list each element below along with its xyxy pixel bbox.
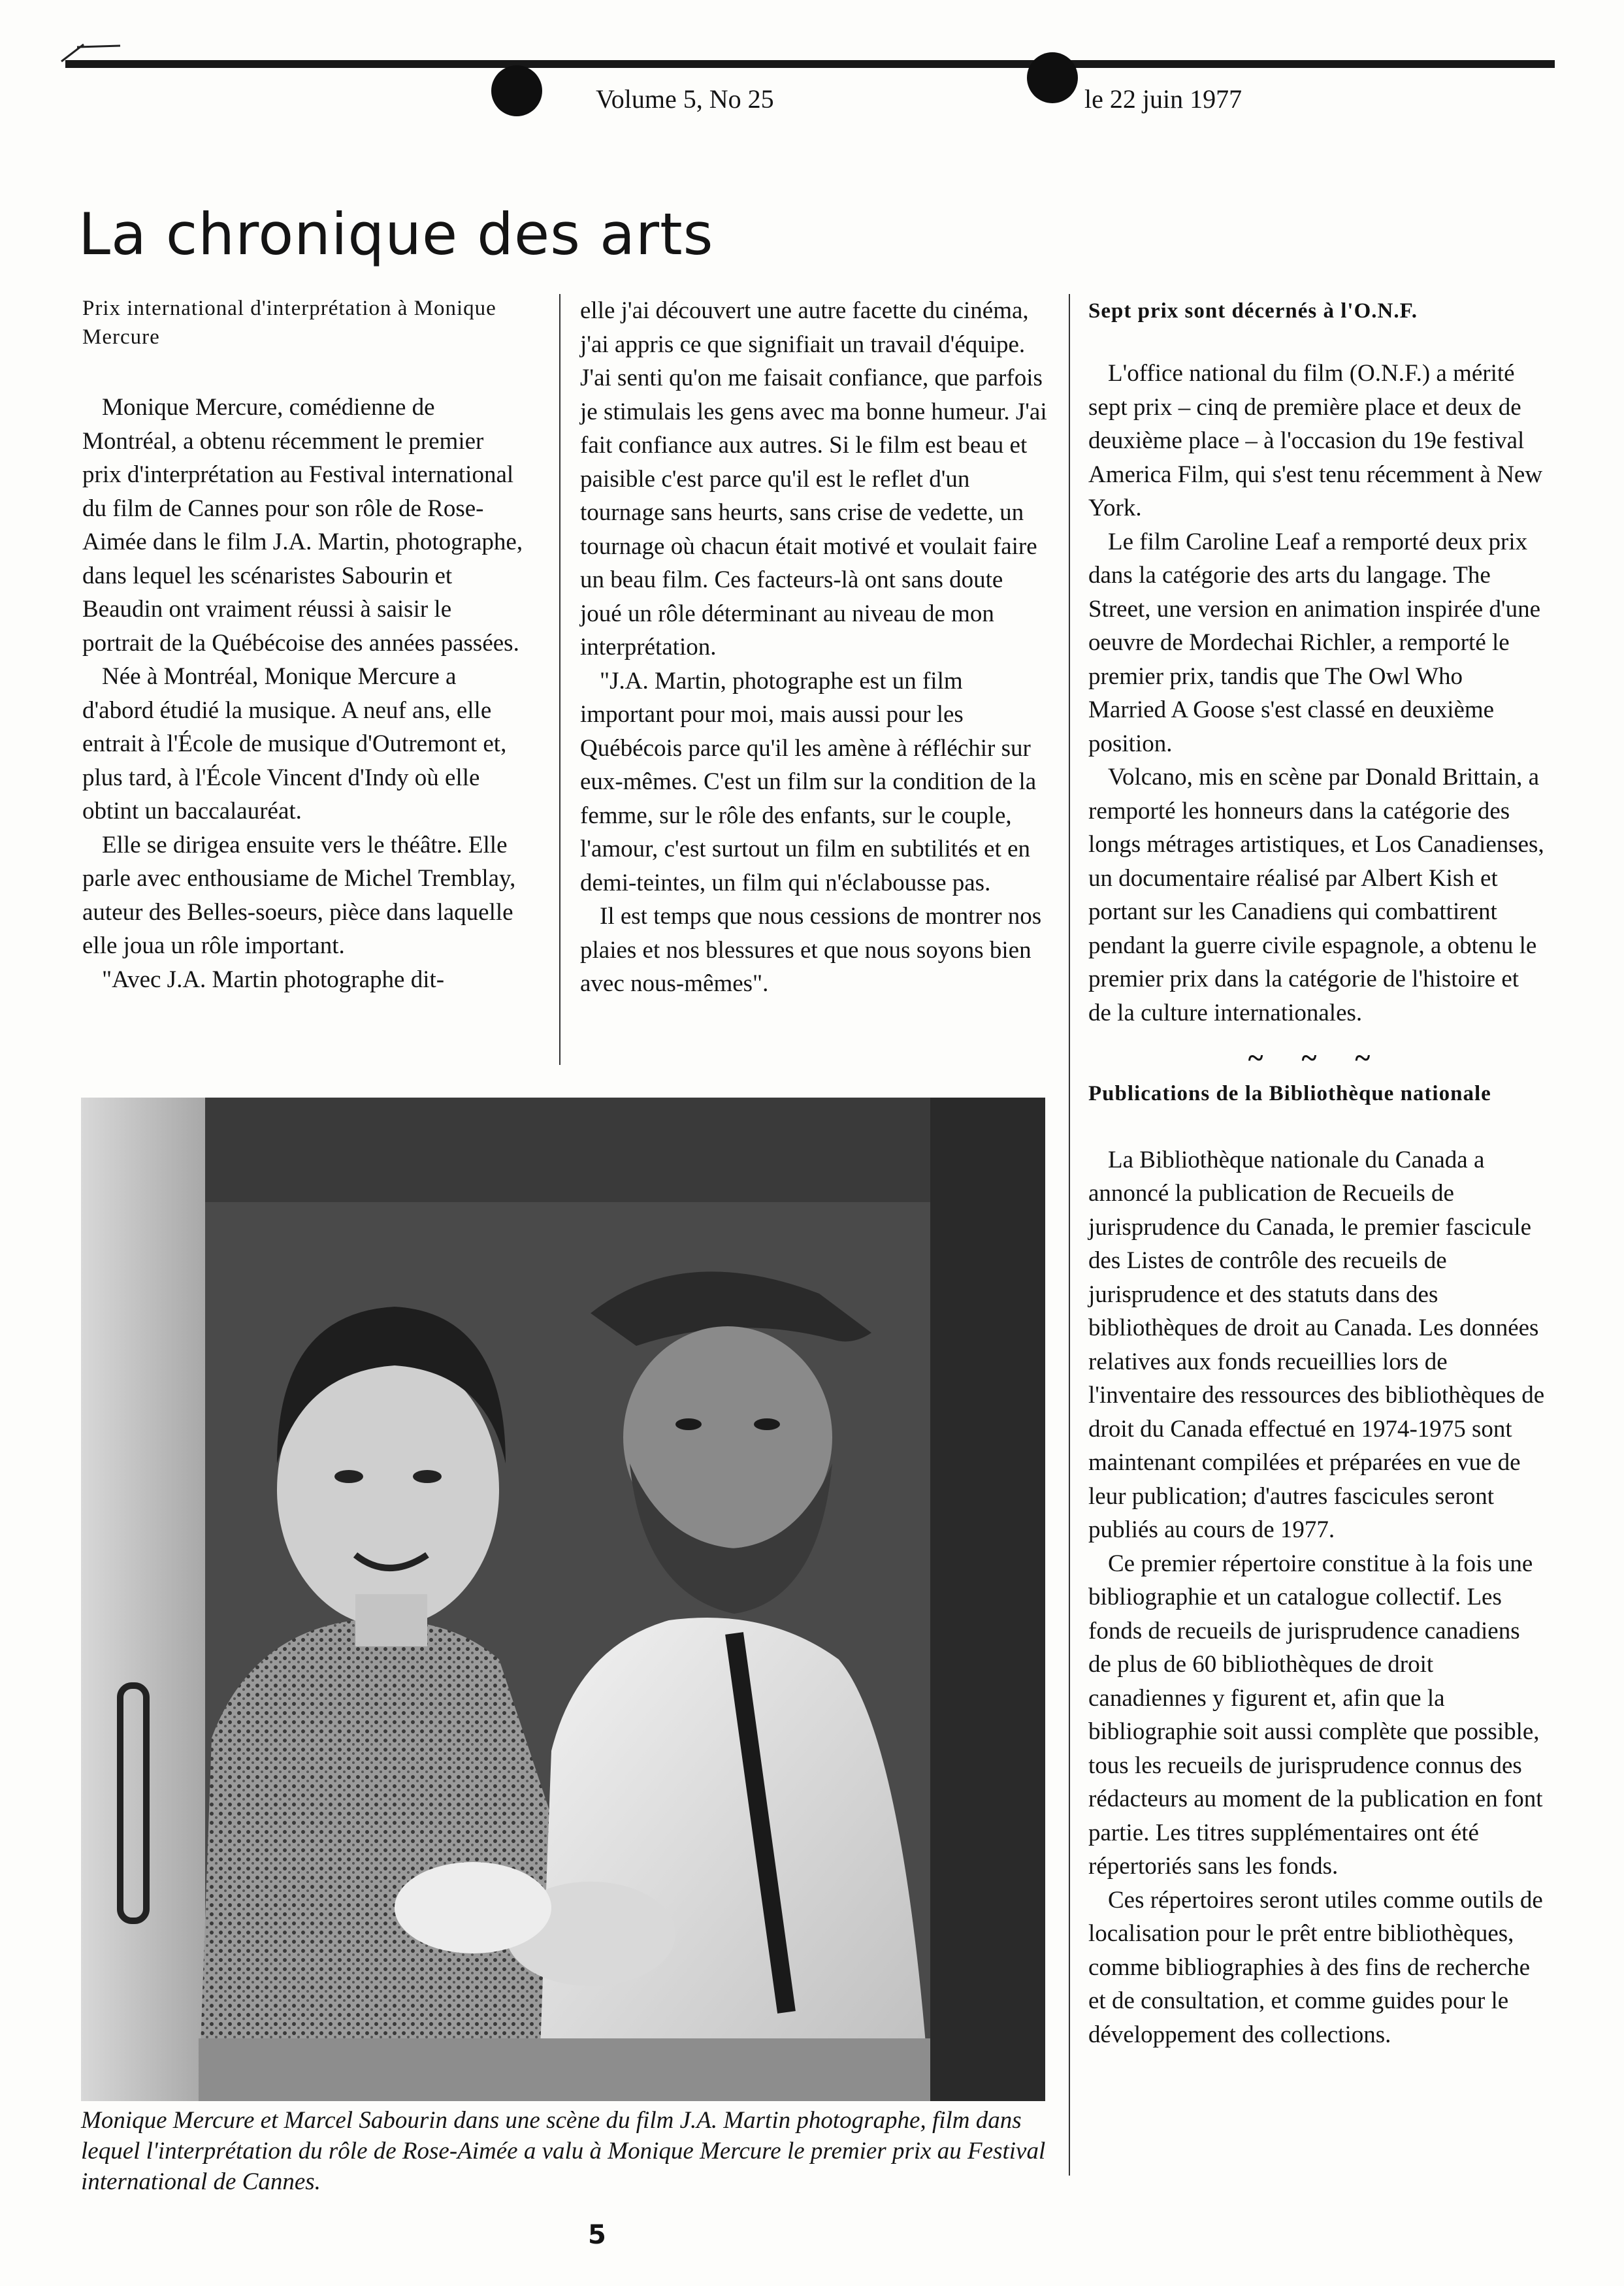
article3-paragraph: Ce premier répertoire constitue à la fois une bibliographie et un catalogue collectif. Les fonds de recueils de jurisprudence canadiens de plus de 60 bibliothèques de droit canadiennes y figurent et, afin que la bibliographie soit aussi complète que possible, tous les recueils de jurisprudence connus des rédacteurs au moment de la publication en font partie. Les titres supplémentaires ont été répertoriés sans les fonds. bbox=[1088, 1550, 1543, 1880]
article1-paragraph: Née à Montréal, Monique Mercure a d'abord étudié la musique. A neuf ans, elle entrait à l'École de musique d'Outremont et, plus tard, à l'École Vincent d'Indy où elle obtint un baccalauréat. bbox=[82, 663, 507, 825]
article1-column1 bbox=[82, 294, 527, 996]
article1-paragraph: Monique Mercure, comédienne de Montréal, a obtenu récemment le premier prix d'interprétation au Festival international du film de Cannes pour son rôle de Rose-Aimée dans le film J.A. Martin, photographe, dans lequel les scénaristes Sabourin et Beaudin ont vraiment réussi à saisir le portrait de la Québécoise des années passées. bbox=[82, 394, 523, 657]
article3-paragraph: Ces répertoires seront utiles comme outils de localisation pour le prêt entre bibliothèques, comme bibliographies à des fins de recherche et de consultation, et comme guides pour le développement des collections. bbox=[1088, 1886, 1543, 2048]
volume-number: Volume 5, No 25 bbox=[596, 84, 774, 114]
issue-date: le 22 juin 1977 bbox=[1084, 84, 1242, 114]
photo-caption: Monique Mercure et Marcel Sabourin dans une scène du film J.A. Martin photographe, film dans lequel l'interprétation du rôle de Rose-Aimée a valu à Monique Mercure le premier prix au Festival international de Cannes. bbox=[81, 2107, 1046, 2195]
film-still-photo bbox=[81, 1098, 1045, 2101]
article1-paragraph: Elle se dirigea ensuite vers le théâtre. Elle parle avec enthousiame de Michel Tremblay, auteur des Belles-soeurs, pièce dans laquelle elle joua un rôle important. bbox=[82, 831, 516, 959]
article1-paragraph: Il est temps que nous cessions de montrer nos plaies et nos blessures et que nous soyons bien avec nous-mêmes". bbox=[580, 903, 1042, 997]
article2-paragraph: Volcano, mis en scène par Donald Brittain, a remporté les honneurs dans la catégorie des longs métrages artistiques, et Los Canadienses, un documentaire réalisé par Albert Kish et portant sur les Canadiens qui combattirent pendant la guerre civile espagnole, a obtenu le premier prix dans la catégorie de l'histoire et de la culture internationales. bbox=[1088, 764, 1544, 1026]
article1-paragraph: "J.A. Martin, photographe est un film important pour moi, mais aussi pour les Québécois parce qu'il les amène à réfléchir sur eux-mêmes. C'est un film sur la condition de la femme, sur le rôle des enfants, sur le couple, l'amour, c'est surtout un film en subtilités et en demi-teintes, un film qui n'éclabousse pas. bbox=[580, 667, 1037, 896]
article3-heading: Publications de la Bibliothèque nationale bbox=[1088, 1081, 1491, 1105]
article1-column2 bbox=[580, 294, 1050, 1001]
header-dot-right bbox=[1027, 52, 1078, 103]
article1-paragraph: "Avec J.A. Martin photographe dit- bbox=[102, 966, 445, 993]
section-separator: ~ ~ ~ bbox=[1248, 1042, 1386, 1074]
film-still-illustration bbox=[81, 1098, 1045, 2101]
column-divider-1 bbox=[559, 294, 560, 1065]
article1-paragraph: elle j'ai découvert une autre facette du cinéma, j'ai appris ce que signifiait un travail d'équipe. J'ai senti qu'on me faisait confiance, que parfois je stimulais les gens avec ma bonne humeur. J'ai fait confiance aux autres. Si le film est beau et paisible c'est parce qu'il est le reflet d'un tournage sans heurts, sans crise de vedette, un tournage où chacun était motivé et voulait faire un beau film. Ces facteurs-là ont sans doute joué un rôle déterminant au niveau de mon interprétation. bbox=[580, 297, 1047, 661]
header-rule bbox=[65, 60, 1555, 68]
article2-paragraph: L'office national du film (O.N.F.) a mérité sept prix – cinq de première place et deux de deuxième place – à l'occasion du 19e festival America Film, qui s'est tenu récemment à New York. bbox=[1088, 360, 1543, 521]
article2-paragraph: Le film Caroline Leaf a remporté deux prix dans la catégorie des arts du langage. The Street, une version en animation inspirée d'une oeuvre de Mordechai Richler, a remporté le premier prix, tandis que The Owl Who Married A Goose s'est classé en deuxième position. bbox=[1088, 528, 1540, 757]
article3-paragraph: La Bibliothèque nationale du Canada a annoncé la publication de Recueils de jurisprudence du Canada, le premier fascicule des Listes de contrôle des recueils de jurisprudence et des statuts dans des bibliothèques de droit au Canada. Les données relatives aux fonds recueillies lors de l'inventaire des ressources des bibliothèques de droit du Canada effectué en 1974-1975 sont maintenant compilées et préparées en vue de leur publication; d'autres fascicules seront publiés au cours de 1977. bbox=[1088, 1146, 1545, 1543]
column-divider-2 bbox=[1069, 294, 1070, 2176]
header-dot-left bbox=[491, 65, 542, 116]
sidebar-column bbox=[1088, 297, 1546, 2051]
article1-heading: Prix international d'interprétation à Monique Mercure bbox=[82, 297, 496, 349]
page-number: 5 bbox=[588, 2220, 606, 2250]
article2-heading: Sept prix sont décernés à l'O.N.F. bbox=[1088, 299, 1418, 323]
section-title: La chronique des arts bbox=[78, 200, 714, 268]
